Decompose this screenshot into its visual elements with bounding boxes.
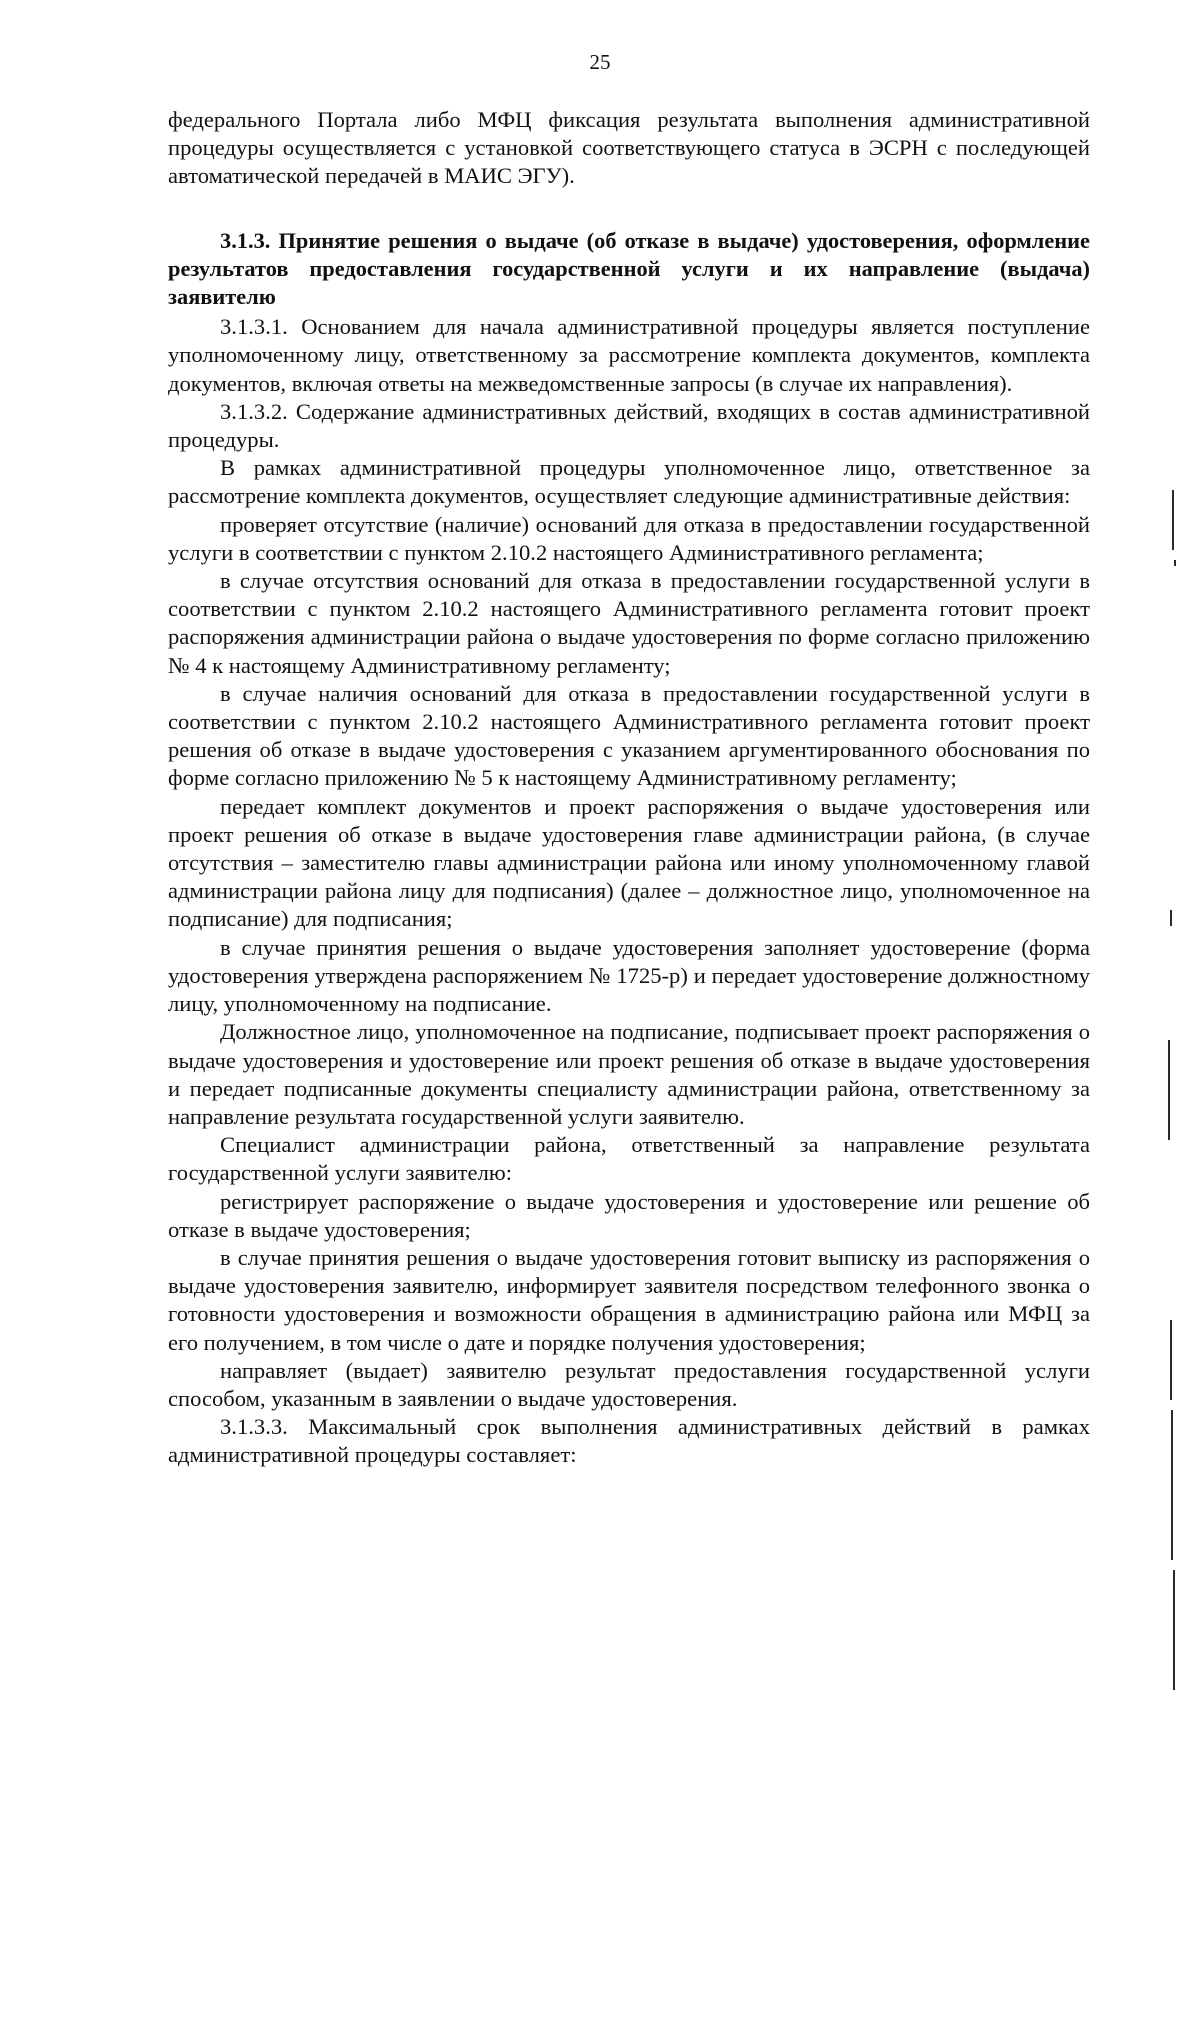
- paragraph-check-grounds: проверяет отсутствие (наличие) оснований для отказа в предоставлении государственной услуги в соответствии с пунктом 2.10.2 настоящего Административного регламента;: [168, 511, 1090, 565]
- paragraph-3-1-3-1: 3.1.3.1. Основанием для начала административной процедуры является поступление уполномоченному лицу, ответственному за рассмотрение комплекта документов, комплекта документов, включая ответы на межведомственные запросы (в случае их направления).: [168, 314, 1090, 396]
- paragraph-3-1-3-2: 3.1.3.2. Содержание административных действий, входящих в состав административной процедуры.: [168, 398, 1090, 453]
- scan-edge-mark: [1172, 490, 1174, 550]
- paragraph-registers: регистрирует распоряжение о выдаче удостоверения и удостоверение или решение об отказе в выдаче удостоверения;: [168, 1188, 1090, 1242]
- document-body: [168, 106, 1090, 1470]
- paragraph-prepares-extract: в случае принятия решения о выдаче удостоверения готовит выписку из распоряжения о выдаче удостоверения заявителю, информирует заявителя посредством телефонного звонка о готовности удостоверения и возможности обращения в администрацию района или МФЦ за его получением, в том числе о дате и порядке получения удостоверения;: [168, 1244, 1090, 1355]
- scan-edge-mark: [1174, 560, 1176, 566]
- section-heading-3-1-3: 3.1.3. Принятие решения о выдаче (об отказе в выдаче) удостоверения, оформление результатов предоставления государственной услуги и их направление (выдача) заявителю: [168, 227, 1090, 310]
- scan-edge-mark: [1170, 910, 1172, 926]
- scan-edge-mark: [1171, 1410, 1173, 1560]
- paragraph-sends-result: направляет (выдает) заявителю результат предоставления государственной услуги способом, указанным в заявлении о выдаче удостоверения.: [168, 1357, 1090, 1411]
- page-number: 25: [589, 50, 611, 74]
- paragraph-3-1-3-3: 3.1.3.3. Максимальный срок выполнения административных действий в рамках административной процедуры составляет:: [168, 1414, 1090, 1468]
- paragraph-official-signs: Должностное лицо, уполномоченное на подписание, подписывает проект распоряжения о выдаче удостоверения и удостоверение или проект решения об отказе в выдаче удостоверения и передает подписанные документы специалисту администрации района, ответственному за направление результата государственной услуги заявителю.: [168, 1019, 1090, 1129]
- paragraph-continuation: федерального Портала либо МФЦ фиксация результата выполнения административной процедуры осуществляется с установкой соответствующего статуса в ЭСРН с последующей автоматической передачей в МАИС ЭГУ).: [168, 107, 1090, 189]
- paragraph-fill-certificate: в случае принятия решения о выдаче удостоверения заполняет удостоверение (форма удостоверения утверждена распоряжением № 1725-р) и передает удостоверение должностному лицу, уполномоченному на подписание.: [168, 934, 1090, 1017]
- scan-edge-mark: [1168, 1040, 1170, 1140]
- paragraph-grounds-present: в случае наличия оснований для отказа в предоставлении государственной услуги в соответствии с пунктом 2.10.2 настоящего Административного регламента готовит проект решения об отказе в выдаче удостоверения с указанием аргументированного обоснования по форме согласно приложению № 5 к настоящему Административному регламенту;: [168, 680, 1090, 791]
- paragraph-transfer-documents: передает комплект документов и проект распоряжения о выдаче удостоверения или проект решения об отказе в выдаче удостоверения главе администрации района, (в случае отсутствия – заместителю главы администрации района или иному уполномоченному главой администрации района лицу для подписания) (далее – должностное лицо, уполномоченное на подписание) для подписания;: [168, 793, 1090, 932]
- paragraph-specialist: Специалист администрации района, ответственный за направление результата государственной услуги заявителю:: [168, 1132, 1090, 1186]
- scan-edge-mark: [1170, 1320, 1172, 1400]
- scan-edge-mark: [1173, 1570, 1175, 1690]
- paragraph-no-grounds: в случае отсутствия оснований для отказа в предоставлении государственной услуги в соответствии с пунктом 2.10.2 настоящего Административного регламента готовит проект распоряжения администрации района о выдаче удостоверения по форме согласно приложению № 4 к настоящему Административному регламенту;: [168, 568, 1090, 678]
- paragraph-actions-intro: В рамках административной процедуры уполномоченное лицо, ответственное за рассмотрение комплекта документов, осуществляет следующие административные действия:: [168, 455, 1090, 509]
